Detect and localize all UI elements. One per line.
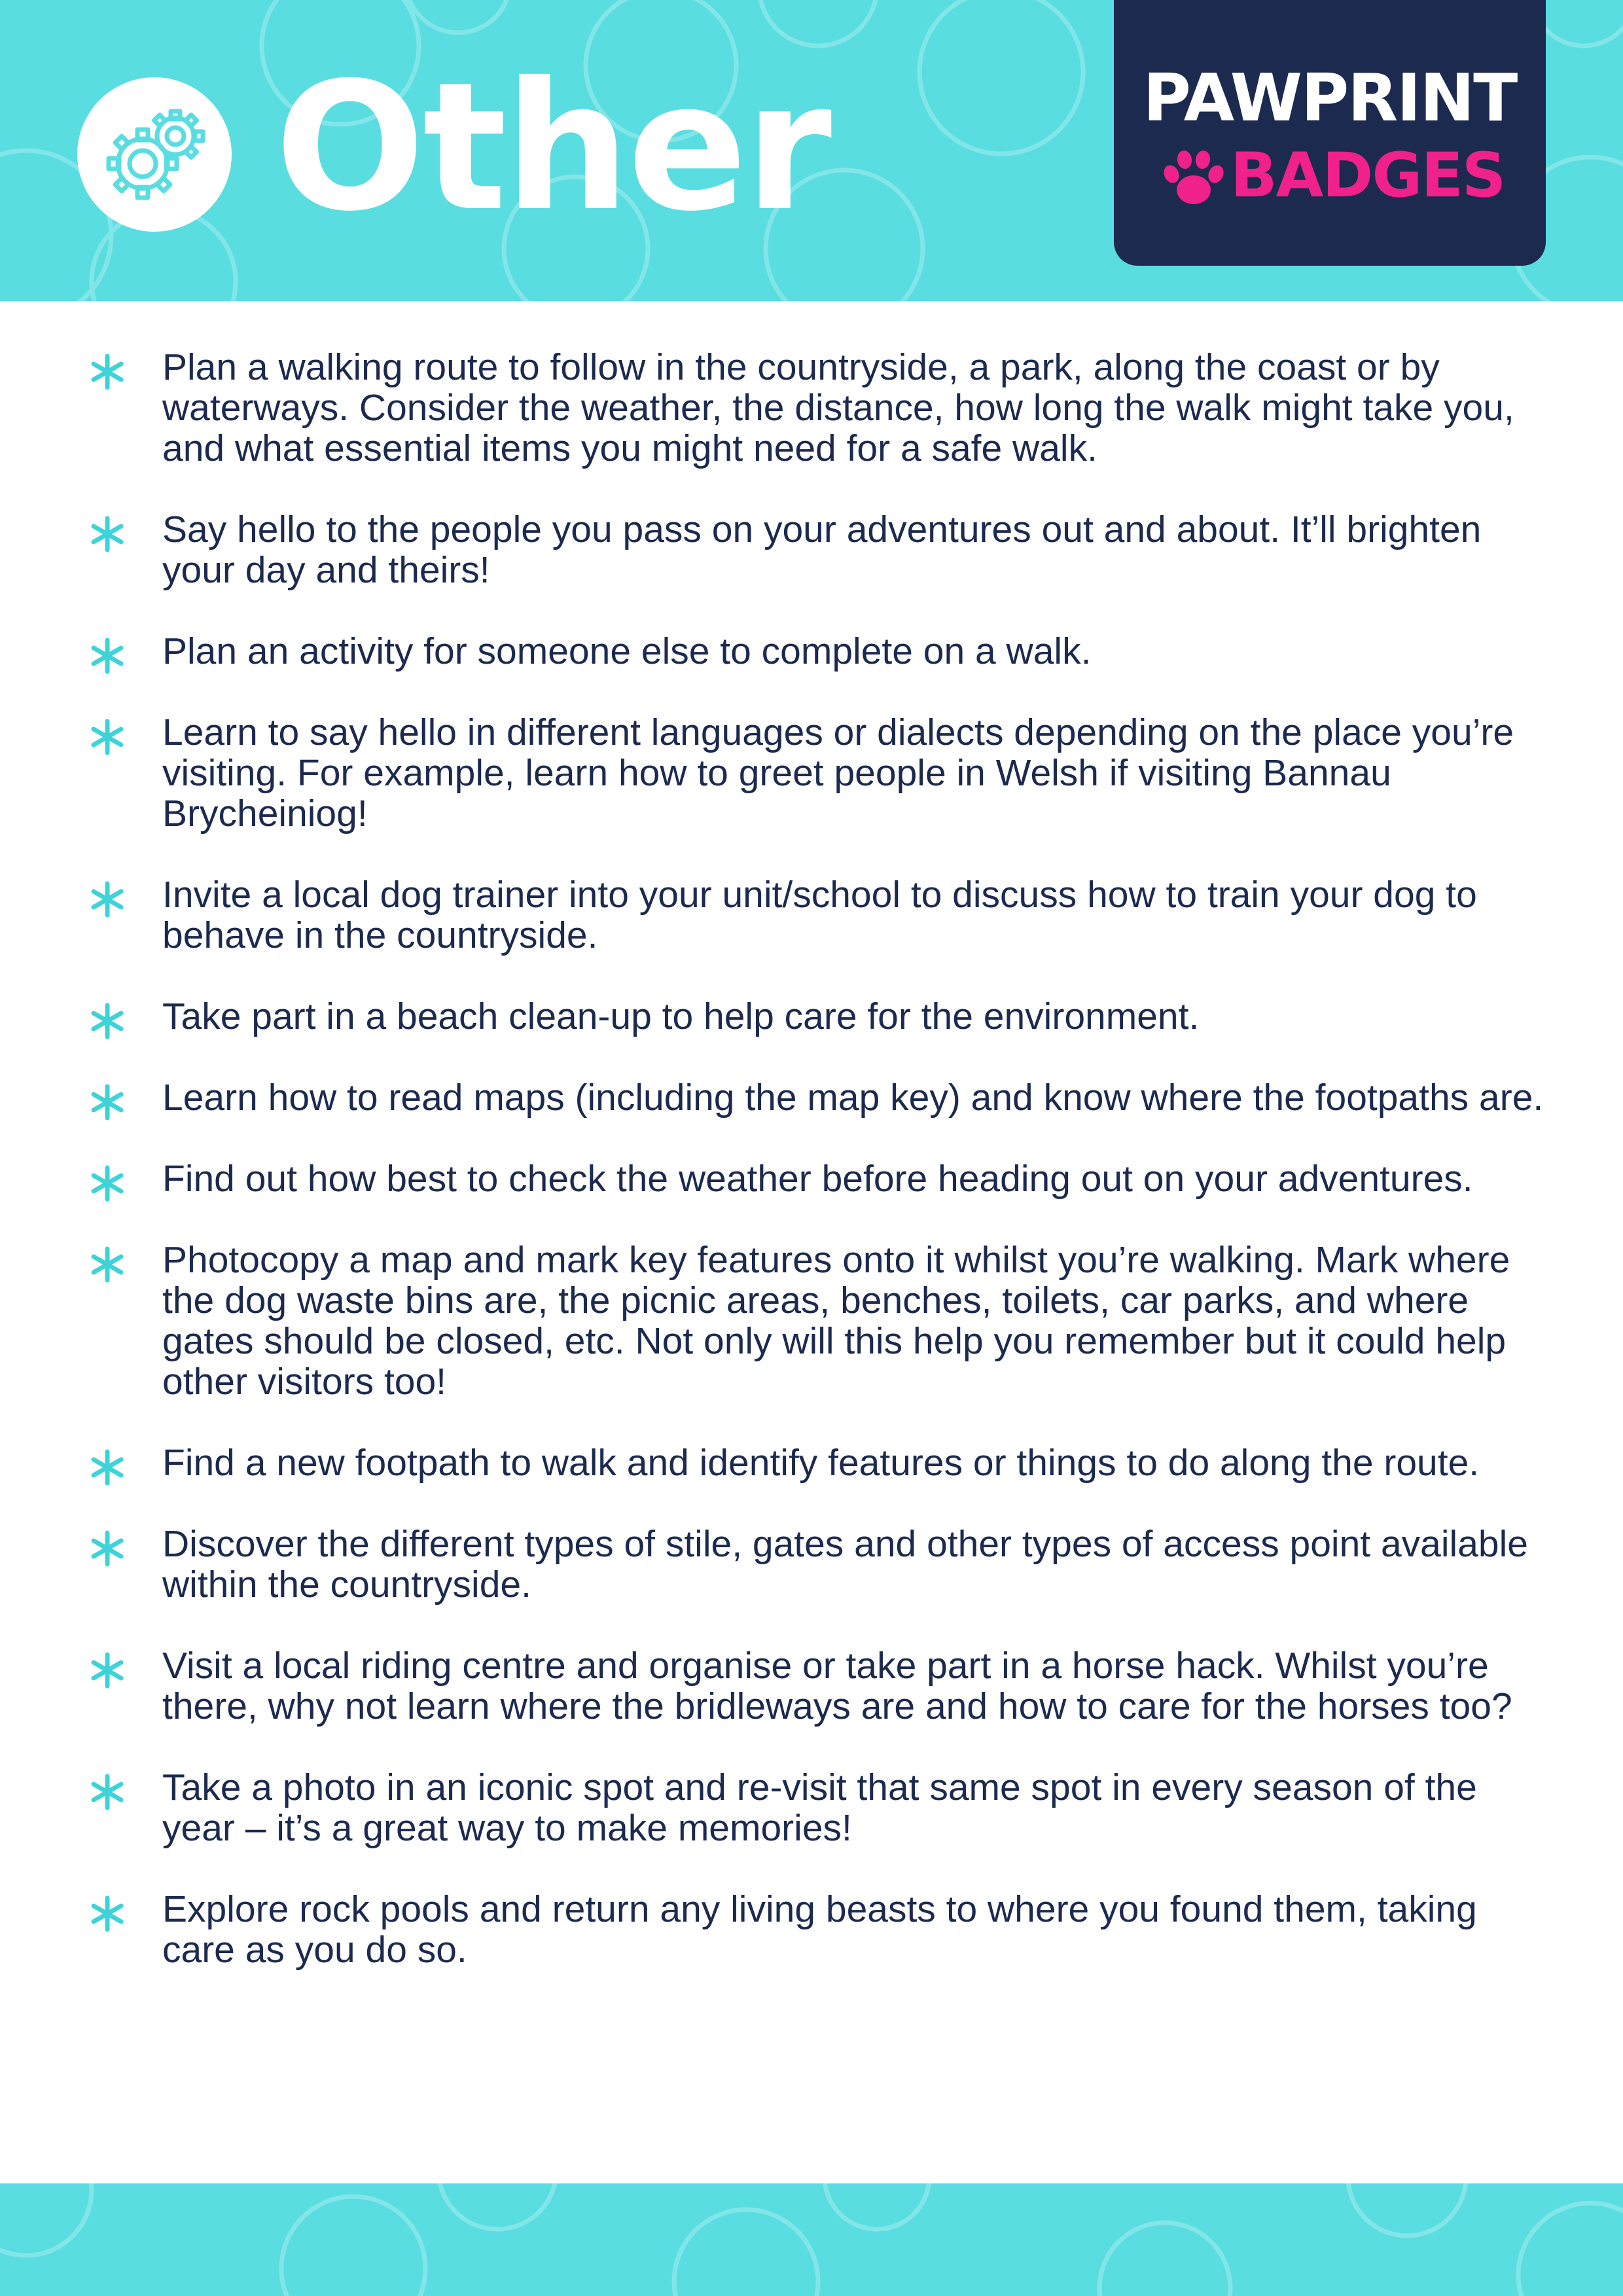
activity-item <box>0 712 1623 834</box>
activity-item <box>0 1158 1623 1199</box>
activity-item <box>0 1524 1623 1605</box>
asterisk-bullet-icon <box>88 1772 127 1812</box>
activity-text: Say hello to the people you pass on your adventures out and about. It’ll brighten your day and theirs! <box>162 509 1482 591</box>
activity-text: Plan a walking route to follow in the countryside, a park, along the coast or by waterways. Consider the weather, the distance, how long the walk might take you, and what essential items you might need for a safe walk. <box>162 346 1514 469</box>
asterisk-bullet-icon <box>88 1894 127 1933</box>
activity-text: Learn to say hello in different languages or dialects depending on the place you’re visiting. For example, learn how to greet people in Welsh if visiting Bannau Brycheiniog! <box>162 711 1514 834</box>
activity-text: Take a photo in an iconic spot and re-visit that same spot in every season of the year – it’s a great way to make memories! <box>162 1767 1477 1849</box>
activity-item <box>0 1443 1623 1483</box>
activity-item <box>0 874 1623 956</box>
activity-item <box>0 996 1623 1037</box>
activity-text: Find a new footpath to walk and identify features or things to do along the route. <box>162 1442 1480 1484</box>
activity-item <box>0 1889 1623 1970</box>
activity-item <box>0 1240 1623 1402</box>
activity-item <box>0 631 1623 672</box>
activity-text: Plan an activity for someone else to complete on a walk. <box>162 630 1092 672</box>
asterisk-bullet-icon <box>88 1001 127 1041</box>
activity-text: Discover the different types of stile, gates and other types of access point available within the countryside. <box>162 1523 1528 1605</box>
asterisk-bullet-icon <box>88 1245 127 1284</box>
activity-item <box>0 1645 1623 1727</box>
asterisk-bullet-icon <box>88 636 127 675</box>
activity-item <box>0 1077 1623 1118</box>
activity-text: Learn how to read maps (including the map key) and know where the footpaths are. <box>162 1077 1544 1119</box>
asterisk-bullet-icon <box>88 1083 127 1122</box>
pawprint-badges-logo <box>1114 0 1546 266</box>
activity-item <box>0 347 1623 469</box>
logo-wordmark-bottom: BADGES <box>1230 140 1505 211</box>
asterisk-bullet-icon <box>88 1529 127 1568</box>
activity-item <box>0 509 1623 590</box>
asterisk-bullet-icon <box>88 514 127 554</box>
paw-icon <box>1157 143 1229 215</box>
asterisk-bullet-icon <box>88 717 127 757</box>
header-banner <box>0 0 1623 301</box>
activity-item <box>0 1767 1623 1848</box>
circle-pattern-background <box>0 2183 1623 2296</box>
logo-wordmark-top: PAWPRINT <box>1143 60 1517 136</box>
asterisk-bullet-icon <box>88 1651 127 1690</box>
asterisk-bullet-icon <box>88 1448 127 1487</box>
activity-text: Explore rock pools and return any living beasts to where you found them, taking care as you do so. <box>162 1888 1477 1971</box>
activity-text: Visit a local riding centre and organise or take part in a horse hack. Whilst you’re there, why not learn where the bridleways are and how to care for the horses too? <box>162 1645 1512 1727</box>
gears-icon <box>77 77 232 232</box>
gears-badge <box>77 77 232 232</box>
asterisk-bullet-icon <box>88 880 127 919</box>
activity-text: Take part in a beach clean-up to help care for the environment. <box>162 996 1200 1037</box>
footer-banner <box>0 2183 1623 2296</box>
activity-text: Invite a local dog trainer into your unit/school to discuss how to train your dog to behave in the countryside. <box>162 874 1477 956</box>
asterisk-bullet-icon <box>88 352 127 391</box>
activity-text: Photocopy a map and mark key features onto it whilst you’re walking. Mark where the dog waste bins are, the picnic areas, benches, toilets, car parks, and where gates should be closed, etc. Not only will this help you remember but it could help other visitors too! <box>162 1239 1510 1403</box>
page-title: Other <box>275 44 830 250</box>
activity-list <box>0 347 1623 2011</box>
activity-text: Find out how best to check the weather before heading out on your adventures. <box>162 1158 1473 1200</box>
asterisk-bullet-icon <box>88 1164 127 1203</box>
